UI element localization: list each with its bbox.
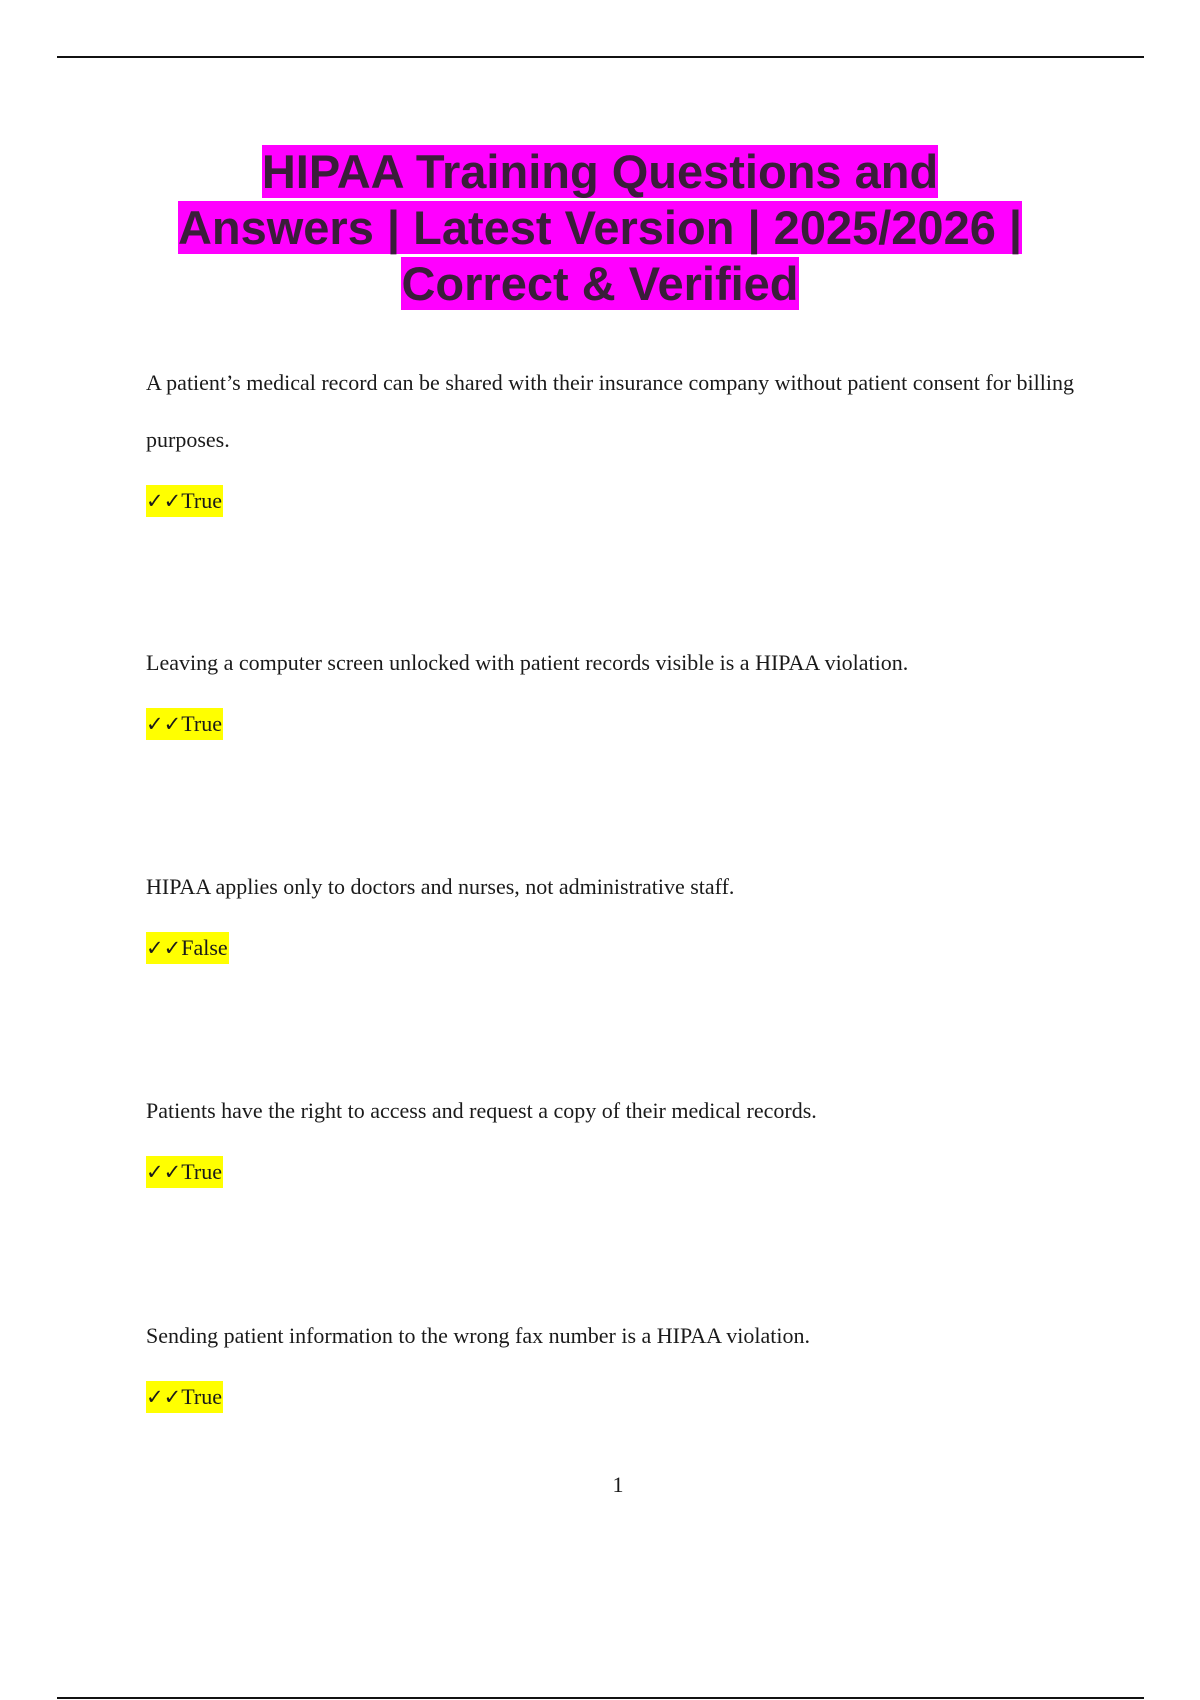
- qa-item-1: [146, 354, 1076, 517]
- qa-item-4: [146, 1082, 1076, 1188]
- question-text: Patients have the right to access and request a copy of their medical records.: [146, 1098, 817, 1123]
- qa-item-5: [146, 1307, 1076, 1413]
- double-check-icon: ✓✓: [146, 489, 182, 513]
- title-line-2: Answers | Latest Version | 2025/2026 |: [177, 201, 1023, 254]
- top-divider: [57, 56, 1144, 58]
- qa-item-2: [146, 634, 1076, 740]
- double-check-icon: ✓✓: [146, 1160, 182, 1184]
- answer-badge: [146, 1381, 223, 1413]
- double-check-icon: ✓✓: [146, 1385, 182, 1409]
- answer-text: False: [181, 935, 228, 960]
- answer-text: True: [181, 488, 222, 513]
- page-number: 1: [612, 1472, 624, 1497]
- answer-text: True: [181, 1159, 222, 1184]
- answer-badge: [146, 708, 223, 740]
- answer-badge: [146, 932, 229, 964]
- question-text: Leaving a computer screen unlocked with patient records visible is a HIPAA violation.: [146, 650, 909, 675]
- question-text: HIPAA applies only to doctors and nurses, not administrative staff.: [146, 874, 735, 899]
- answer-badge: [146, 485, 223, 517]
- title-line-1: HIPAA Training Questions and: [261, 145, 939, 198]
- title-line-3: Correct & Verified: [401, 257, 799, 310]
- double-check-icon: ✓✓: [146, 712, 182, 736]
- answer-text: True: [181, 1384, 222, 1409]
- document-title: [120, 144, 1080, 312]
- qa-item-3: [146, 858, 1076, 964]
- bottom-divider: [57, 1697, 1144, 1699]
- answer-text: True: [181, 711, 222, 736]
- answer-badge: [146, 1156, 223, 1188]
- question-text: Sending patient information to the wrong fax number is a HIPAA violation.: [146, 1323, 810, 1348]
- question-text: A patient’s medical record can be shared with their insurance company without patient consent for billing purposes.: [146, 370, 1074, 452]
- double-check-icon: ✓✓: [146, 936, 182, 960]
